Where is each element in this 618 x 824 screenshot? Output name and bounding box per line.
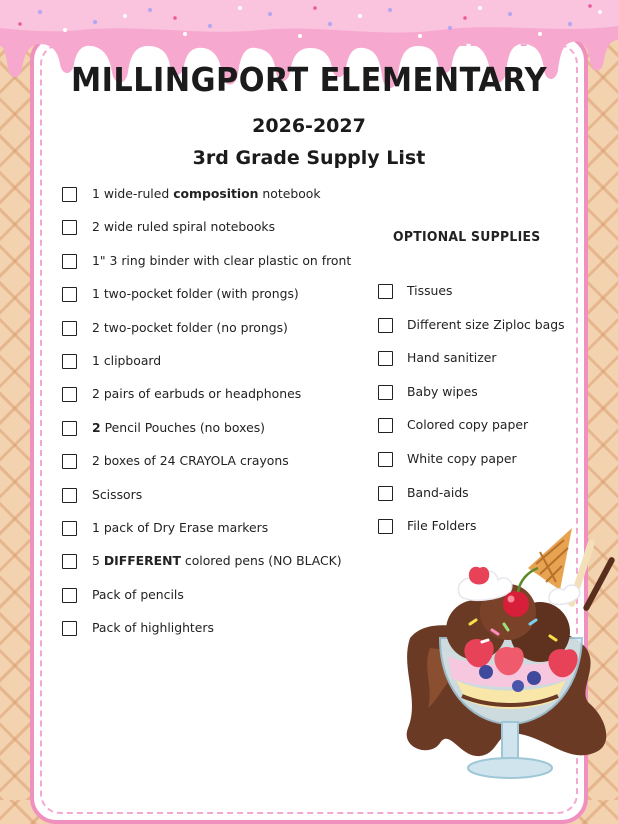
checkbox-icon[interactable] (62, 588, 77, 603)
supply-label-text: 2 two-pocket folder (no prongs) (92, 319, 288, 335)
supply-item-label (92, 587, 184, 602)
supply-item-label (92, 620, 214, 635)
supply-label-text: 1" 3 ring binder with clear plastic on front (92, 252, 352, 268)
checkbox-icon[interactable] (378, 385, 393, 400)
optional-item (378, 283, 578, 317)
ice-cream-sundae-icon (400, 528, 618, 800)
supply-label-text: colored pens (NO BLACK) (180, 553, 342, 569)
optional-item-label: Tissues (407, 283, 453, 298)
optional-item (378, 384, 578, 418)
supply-item (62, 451, 362, 484)
checkbox-icon[interactable] (378, 351, 393, 366)
supply-item-label (92, 186, 321, 201)
supply-label-emphasis: 2 (92, 419, 101, 435)
supply-label-text: 2 wide ruled spiral notebooks (92, 219, 276, 235)
optional-item-label: Band-aids (407, 484, 469, 500)
supply-item (62, 418, 362, 451)
checkbox-icon[interactable] (62, 321, 77, 336)
checkbox-icon[interactable] (62, 387, 77, 402)
supply-item-label (92, 520, 268, 535)
supply-label-text: 5 (92, 553, 104, 569)
optional-item-label: Hand sanitizer (407, 350, 497, 366)
supply-label-text: Pencil Pouches (no boxes) (100, 419, 265, 435)
checkbox-icon[interactable] (62, 187, 77, 202)
checkbox-icon[interactable] (378, 284, 393, 299)
checkbox-icon[interactable] (62, 554, 77, 569)
supply-item (62, 384, 362, 417)
supply-item-label (92, 320, 288, 335)
checkbox-icon[interactable] (62, 421, 77, 436)
supply-label-text: 2 boxes of 24 CRAYOLA crayons (92, 453, 289, 469)
supply-label-text: 1 wide-ruled (92, 186, 174, 201)
checkbox-icon[interactable] (62, 621, 77, 636)
supply-label-text: notebook (258, 186, 321, 201)
supply-item (62, 585, 362, 618)
supply-item-label (92, 420, 265, 435)
supply-label-text: Pack of pencils (92, 586, 184, 602)
supply-item (62, 318, 362, 351)
optional-item-label: Colored copy paper (407, 417, 529, 433)
checkbox-icon[interactable] (378, 418, 393, 433)
supply-label-emphasis: DIFFERENT (103, 553, 181, 569)
optional-item-label: White copy paper (407, 450, 517, 466)
school-year: 2026-2027 (252, 115, 366, 137)
supply-item-label (92, 286, 299, 301)
checkbox-icon[interactable] (378, 519, 393, 534)
supply-label-emphasis: composition (173, 186, 259, 201)
supply-item (62, 518, 362, 551)
supply-label-text: 1 two-pocket folder (with prongs) (92, 286, 299, 302)
optional-item-label: Different size Ziploc bags (407, 316, 565, 332)
supply-item (62, 284, 362, 317)
supply-item (62, 618, 362, 651)
supply-label-text: 2 pairs of earbuds or headphones (92, 386, 302, 402)
checkbox-icon[interactable] (62, 287, 77, 302)
supply-item-label (92, 386, 301, 401)
supply-item-label (92, 353, 161, 368)
supply-item-label (92, 253, 351, 268)
checkbox-icon[interactable] (62, 354, 77, 369)
supply-label-text: Pack of highlighters (92, 620, 214, 636)
supply-label-text: Scissors (92, 486, 143, 502)
list-title: 3rd Grade Supply List (192, 147, 426, 169)
optional-item (378, 485, 578, 519)
checkbox-icon[interactable] (62, 454, 77, 469)
optional-item (378, 417, 578, 451)
supply-item (62, 485, 362, 518)
checkbox-icon[interactable] (378, 452, 393, 467)
checkbox-icon[interactable] (378, 318, 393, 333)
school-name: MILLINGPORT ELEMENTARY (70, 60, 548, 99)
checkbox-icon[interactable] (62, 521, 77, 536)
checkbox-icon[interactable] (62, 488, 77, 503)
optional-item (378, 451, 578, 485)
supply-item (62, 251, 362, 284)
supply-label-text: 1 pack of Dry Erase markers (92, 519, 269, 535)
supply-item-label (92, 553, 342, 568)
supply-item (62, 184, 362, 217)
optional-supply-list (378, 283, 578, 552)
supply-label-text: 1 clipboard (92, 352, 162, 368)
supply-item (62, 217, 362, 250)
optional-item (378, 350, 578, 384)
supply-item (62, 351, 362, 384)
checkbox-icon[interactable] (378, 486, 393, 501)
checkbox-icon[interactable] (62, 254, 77, 269)
optional-item-label: File Folders (407, 518, 477, 534)
supply-item-label (92, 219, 275, 234)
optional-item (378, 317, 578, 351)
supply-item-label (92, 487, 142, 502)
supply-list (62, 184, 362, 651)
supply-item (62, 551, 362, 584)
supply-item-label (92, 453, 289, 468)
checkbox-icon[interactable] (62, 220, 77, 235)
optional-item-label: Baby wipes (407, 383, 478, 399)
optional-supplies-title: OPTIONAL SUPPLIES (393, 229, 541, 245)
